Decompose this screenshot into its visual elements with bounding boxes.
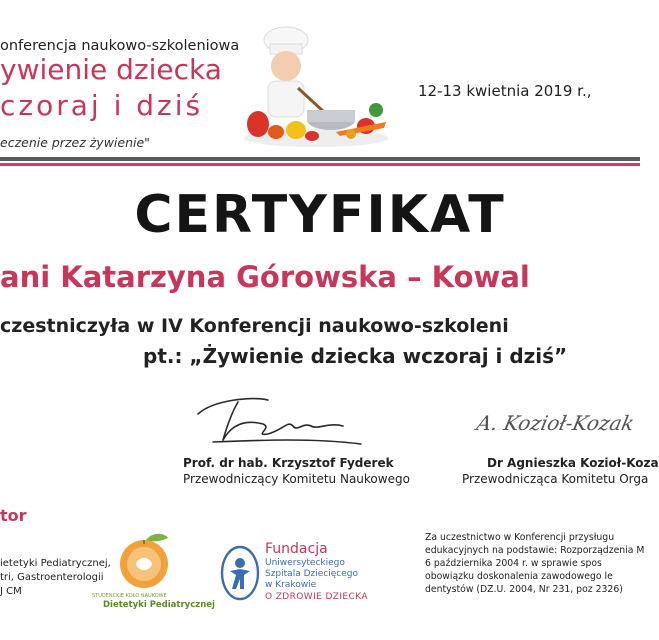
legal-line: 6 października 2004 r. w sprawie spos xyxy=(425,558,602,569)
legal-line: Za uczestnictwo w Konferencji przysługu xyxy=(425,532,615,543)
conference-motto: eczenie przez żywienie" xyxy=(0,135,150,150)
header-divider-pink xyxy=(0,163,640,166)
participation-statement: czestniczyła w IV Konferencji naukowo-szkoleni xyxy=(0,315,509,337)
foundation-line: Szpitala Dziecięcego xyxy=(265,569,358,579)
foundation-child-logo xyxy=(220,545,260,601)
conference-title-line1: ywienie dziecka xyxy=(0,53,222,86)
dietetics-circle-logo xyxy=(112,530,178,592)
organizer-line: tri, Gastroenterologii xyxy=(0,572,104,583)
organizer-line: ietetyki Pediatrycznej, xyxy=(0,558,111,569)
signatory-2-role: Przewodnicząca Komitetu Orga xyxy=(462,472,649,486)
legal-note xyxy=(425,531,645,596)
foundation-motto: O ZDROWIE DZIECKA xyxy=(265,592,368,602)
signature-koziol-kozak-text: A. Kozioł-Kozak xyxy=(474,411,637,435)
signature-koziol-kozak xyxy=(474,400,640,445)
foundation-name: Fundacja xyxy=(265,541,328,557)
signatory-1-role: Przewodniczący Komitetu Naukowego xyxy=(183,472,410,486)
conference-topic: pt.: „Żywienie dziecka wczoraj i dziś” xyxy=(143,344,568,368)
foundation-line: Uniwersyteckiego xyxy=(265,558,345,568)
signatory-1-name: Prof. dr hab. Krzysztof Fyderek xyxy=(183,456,394,470)
legal-line: obowiązku doskonalenia zawodowego le xyxy=(425,571,613,582)
conference-type: onferencja naukowo-szkoleniowa xyxy=(0,38,240,54)
dietetics-logo-name: Dietetyki Pediatrycznej xyxy=(103,600,215,610)
dietetics-logo-caption: STUDENCKIE KOŁO NAUKOWE xyxy=(92,593,167,599)
header-divider-dark xyxy=(0,157,640,161)
foundation-line: w Krakowie xyxy=(265,580,317,590)
signature-fyderek xyxy=(193,392,363,447)
conference-date: 12-13 kwietnia 2019 r., xyxy=(418,82,592,100)
organizer-label: tor xyxy=(0,506,27,525)
legal-line: edukacyjnych na podstawie: Rozporządzenia M xyxy=(425,545,645,556)
organizer-line: J CM xyxy=(0,586,22,597)
legal-line: dentystów (DZ.U. 2004, Nr 231, poz 2326) xyxy=(425,584,623,595)
baby-chef-photo xyxy=(236,26,396,148)
certificate-title: CERTYFIKAT xyxy=(134,185,506,245)
signatory-2-name: Dr Agnieszka Kozioł-Koza xyxy=(487,456,659,470)
conference-title-line2: czoraj i dziś xyxy=(0,89,204,122)
recipient-name: ani Katarzyna Górowska – Kowal xyxy=(0,260,530,294)
